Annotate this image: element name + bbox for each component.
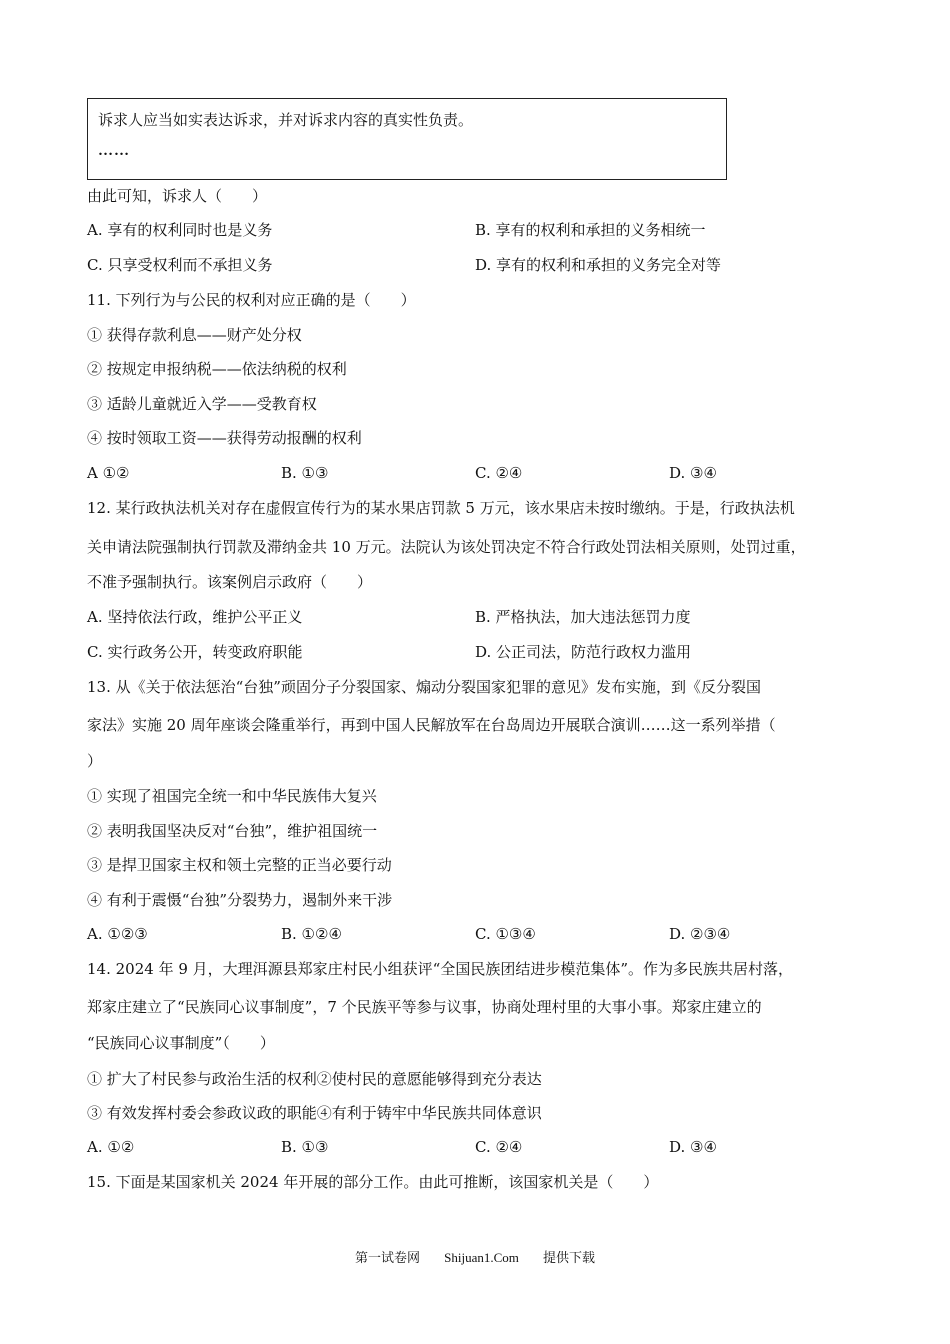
q11-item-4: ④ 按时领取工资——获得劳动报酬的权利 (87, 429, 362, 447)
q13-line-2: 家法》实施 20 周年座谈会隆重举行，再到中国人民解放军在台岛周边开展联合演训……这一系列举措（ (87, 716, 776, 734)
q14-option-b: B. ①③ (281, 1138, 329, 1156)
q10-stem: 由此可知，诉求人（ ） (87, 187, 268, 205)
q11-option-b: B. ①③ (281, 464, 329, 482)
q13-line-1: 13. 从《关于依法惩治“台独”顽固分子分裂国家、煽动分裂国家犯罪的意见》发布实施，到《反分裂国 (87, 678, 761, 696)
q11-option-d: D. ③④ (669, 464, 717, 482)
q12-line-3: 不准予强制执行。该案例启示政府（ ） (87, 573, 373, 591)
q14-option-c: C. ②④ (475, 1138, 523, 1156)
q13-item-2: ② 表明我国坚决反对“台独”，维护祖国统一 (87, 822, 378, 840)
q12-line-2: 关申请法院强制执行罚款及滞纳金共 10 万元。法院认为该处罚决定不符合行政处罚法相关原则，处罚过重， (87, 538, 806, 556)
q15-stem: 15. 下面是某国家机关 2024 年开展的部分工作。由此可推断，该国家机关是（ ） (87, 1173, 659, 1191)
q11-stem: 11. 下列行为与公民的权利对应正确的是（ ） (87, 291, 416, 309)
q13-line-3: ） (87, 752, 103, 770)
q11-option-a: A ①② (87, 464, 130, 482)
q14-item-2: ③ 有效发挥村委会参政议政的职能④有利于铸牢中华民族共同体意识 (87, 1104, 542, 1122)
q13-option-b: B. ①②④ (281, 925, 342, 943)
q13-option-c: C. ①③④ (475, 925, 536, 943)
q13-item-3: ③ 是捍卫国家主权和领土完整的正当必要行动 (87, 856, 392, 874)
q11-item-1: ① 获得存款利息——财产处分权 (87, 326, 302, 344)
quoted-text-box (87, 98, 727, 180)
q13-option-d: D. ②③④ (669, 925, 731, 943)
q12-line-1: 12. 某行政执法机关对存在虚假宣传行为的某水果店罚款 5 万元，该水果店未按时缴纳。于是，行政执法机 (87, 499, 795, 517)
q12-option-b: B. 严格执法，加大违法惩罚力度 (475, 608, 691, 626)
footer-site-url[interactable]: Shijuan1.Com (444, 1250, 519, 1265)
q12-option-c: C. 实行政务公开，转变政府职能 (87, 643, 303, 661)
footer-download-text: 提供下载 (543, 1251, 596, 1266)
q14-line-2: 郑家庄建立了“民族同心议事制度”，7 个民族平等参与议事，协商处理村里的大事小事。郑家庄建立的 (87, 998, 762, 1016)
box-line-1: 诉求人应当如实表达诉求，并对诉求内容的真实性负责。 (98, 111, 474, 129)
box-line-2: …… (98, 143, 130, 159)
q14-line-3: “民族同心议事制度”（ ） (87, 1034, 275, 1052)
q14-item-1: ① 扩大了村民参与政治生活的权利②使村民的意愿能够得到充分表达 (87, 1070, 542, 1088)
q14-option-a: A. ①② (87, 1138, 135, 1156)
q14-option-d: D. ③④ (669, 1138, 717, 1156)
q11-item-2: ② 按规定申报纳税——依法纳税的权利 (87, 360, 347, 378)
q12-option-a: A. 坚持依法行政，维护公平正义 (87, 608, 303, 626)
q14-line-1: 14. 2024 年 9 月，大理洱源县郑家庄村民小组获评“全国民族团结进步模范集体”。作为多民族共居村落， (87, 960, 793, 978)
q13-option-a: A. ①②③ (87, 925, 148, 943)
page-footer (0, 1247, 950, 1266)
q12-option-d: D. 公正司法，防范行政权力滥用 (475, 643, 692, 661)
q10-option-d: D. 享有的权利和承担的义务完全对等 (475, 256, 722, 274)
footer-site-name: 第一试卷网 (354, 1251, 420, 1266)
q13-item-1: ① 实现了祖国完全统一和中华民族伟大复兴 (87, 787, 377, 805)
q10-option-a: A. 享有的权利同时也是义务 (87, 221, 273, 239)
q10-option-b: B. 享有的权利和承担的义务相统一 (475, 221, 706, 239)
q13-item-4: ④ 有利于震慑“台独”分裂势力，遏制外来干涉 (87, 891, 393, 909)
q11-item-3: ③ 适龄儿童就近入学——受教育权 (87, 395, 317, 413)
q11-option-c: C. ②④ (475, 464, 523, 482)
q10-option-c: C. 只享受权利而不承担义务 (87, 256, 273, 274)
